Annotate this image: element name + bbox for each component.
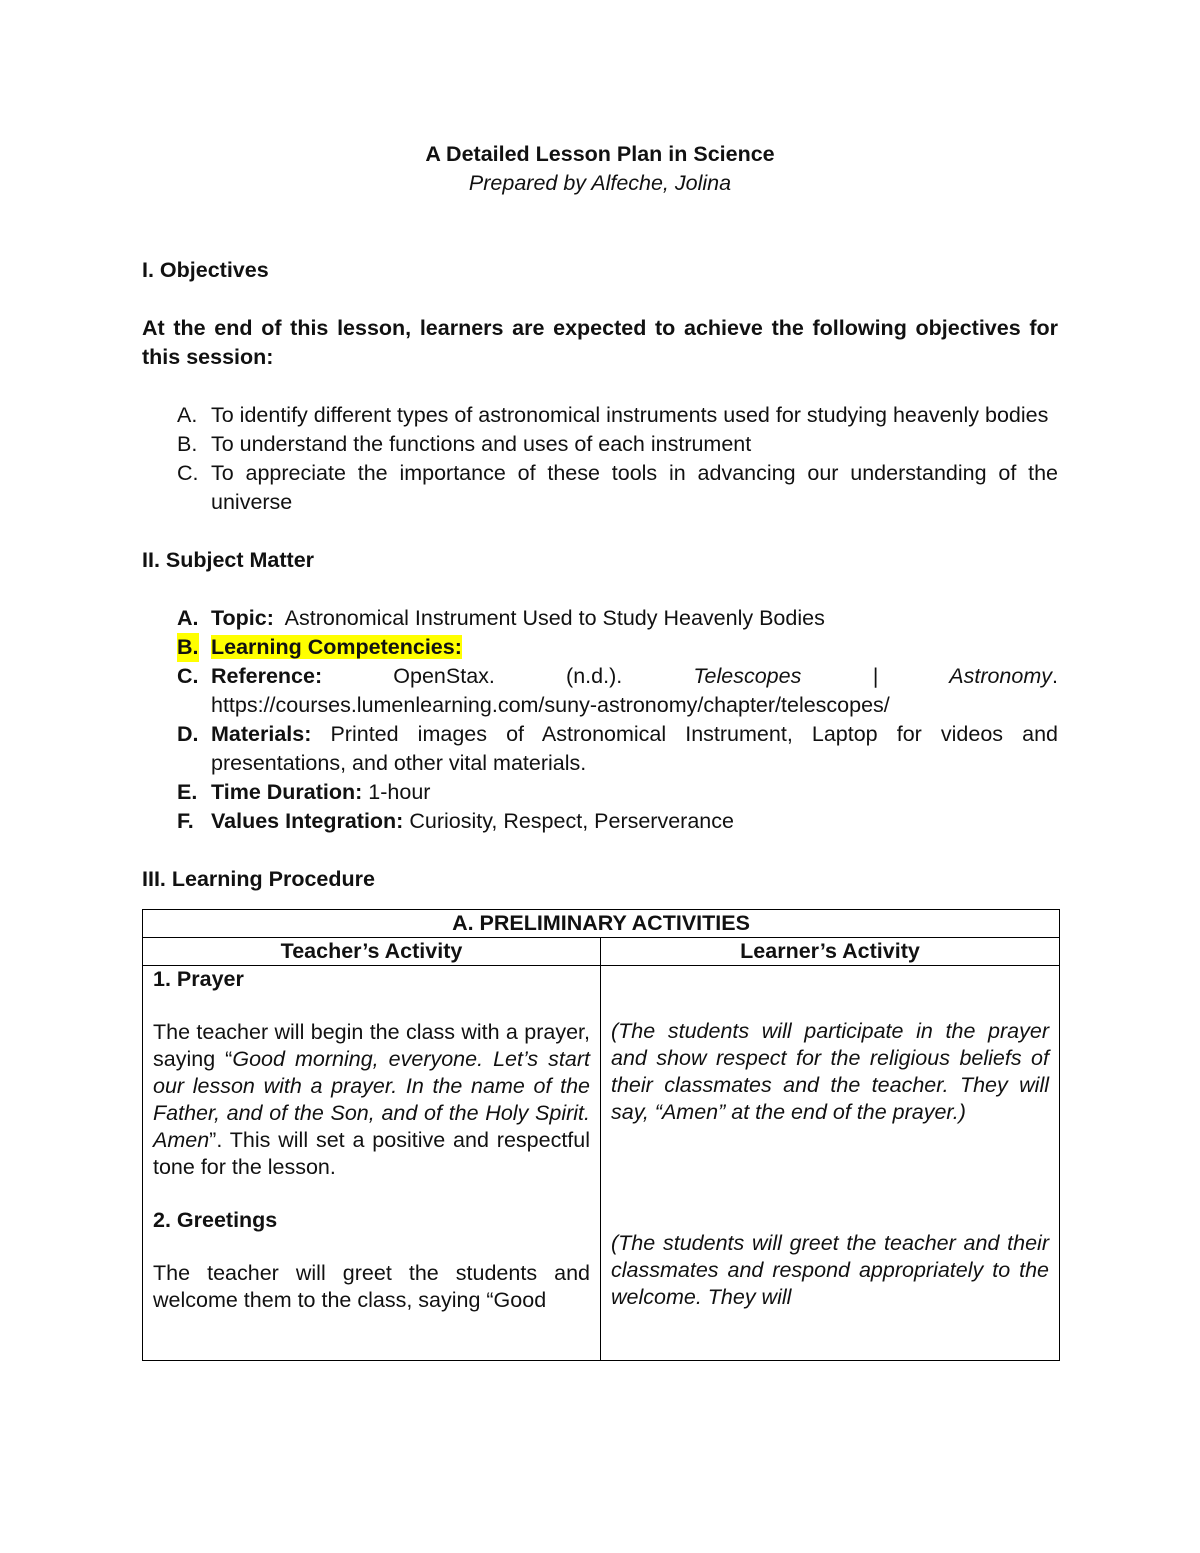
table-section-title: A. PRELIMINARY ACTIVITIES xyxy=(143,910,1060,938)
prayer-teacher-text: The teacher will begin the class with a prayer, saying “Good morning, everyone. Let’s start our lesson with a prayer. In the name of the Father, and of the Son, and of the Holy Spirit. Amen”. This will set a positive and respectful tone for the lesson. xyxy=(153,1020,590,1179)
objectives-list xyxy=(142,401,1058,517)
column-header-learner: Learner’s Activity xyxy=(601,938,1060,966)
procedure-heading: III. Learning Procedure xyxy=(142,867,375,891)
subject-matter-heading: II. Subject Matter xyxy=(142,548,315,572)
greetings-learner-text: (The students will greet the teacher and their classmates and respond appropriately to the welcome. They will xyxy=(611,1231,1049,1309)
objective-item: C. To appreciate the importance of these tools in advancing our understanding of the universe xyxy=(177,461,1058,514)
procedure-table xyxy=(142,909,1060,1361)
objective-item: A. To identify different types of astronomical instruments used for studying heavenly bodies xyxy=(177,403,1049,427)
topic-item: A. Topic: Astronomical Instrument Used to Study Heavenly Bodies xyxy=(177,606,825,630)
column-header-teacher: Teacher’s Activity xyxy=(143,938,601,966)
greetings-heading: 2. Greetings xyxy=(153,1208,278,1232)
reference-url: https://courses.lumenlearning.com/suny-astronomy/chapter/telescopes/ xyxy=(211,693,890,717)
subject-matter-list xyxy=(142,604,1058,836)
objective-item: B. To understand the functions and uses of each instrument xyxy=(177,432,752,456)
prayer-learner-text: (The students will participate in the prayer and show respect for the religious beliefs of their classmates and the teacher. They will say, “Amen” at the end of the prayer.) xyxy=(611,1019,1049,1124)
learner-activity-cell xyxy=(601,966,1060,1361)
competencies-item: B. Learning Competencies: xyxy=(142,633,1058,662)
duration-item: E. Time Duration: 1-hour xyxy=(177,780,431,804)
prepared-by: Prepared by Alfeche, Jolina xyxy=(468,171,732,195)
objectives-intro: At the end of this lesson, learners are expected to achieve the following objectives for this session: xyxy=(142,316,1058,369)
objectives-heading: I. Objectives xyxy=(142,258,269,282)
teacher-activity-cell xyxy=(143,966,601,1361)
values-item: F. Values Integration: Curiosity, Respect, Perserverance xyxy=(177,809,734,833)
greetings-teacher-text: The teacher will greet the students and welcome them to the class, saying “Good xyxy=(153,1261,590,1312)
reference-item: C. Reference: OpenStax. (n.d.). Telescopes | Astronomy. https://courses.lumenlearning.com/suny-astronomy/chapter/telescopes/ xyxy=(142,662,1058,720)
prayer-heading: 1. Prayer xyxy=(153,967,244,991)
document-title: A Detailed Lesson Plan in Science xyxy=(425,142,775,166)
materials-item: D. Materials: Printed images of Astronomical Instrument, Laptop for videos and presentations, and other vital materials. xyxy=(177,722,1058,775)
document-content xyxy=(142,140,1058,1361)
